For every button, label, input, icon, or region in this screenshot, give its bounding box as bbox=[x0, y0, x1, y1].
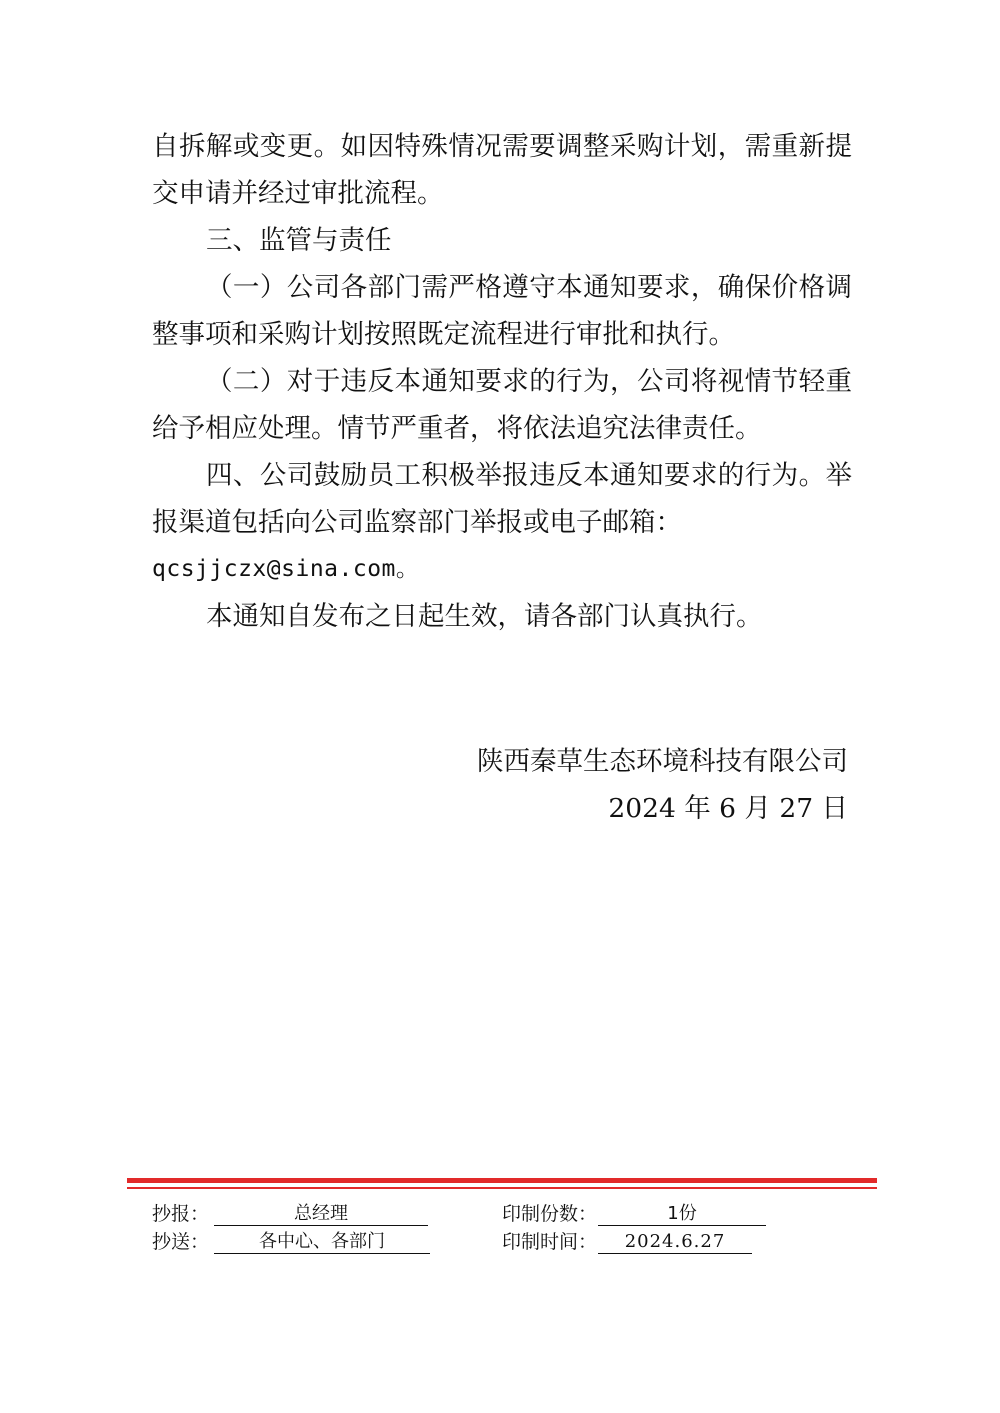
footer-rule-thin bbox=[127, 1187, 877, 1189]
footer-print-time bbox=[502, 1229, 772, 1255]
footer-cc-report bbox=[152, 1201, 442, 1227]
paragraph-line: 自拆解或变更。如因特殊情况需要调整采购计划，需重新提 bbox=[152, 131, 852, 162]
cc-report-label: 抄报： bbox=[152, 1203, 210, 1225]
cc-send-value: 各中心、各部门 bbox=[214, 1229, 430, 1254]
paragraph-line: 给予相应处理。情节严重者，将依法追究法律责任。 bbox=[152, 413, 762, 444]
copies-value: 1份 bbox=[598, 1201, 766, 1226]
paragraph-line: （一）公司各部门需严格遵守本通知要求，确保价格调 bbox=[206, 272, 852, 303]
email-address: qcsjjczx@sina.com。 bbox=[152, 556, 420, 582]
cc-send-label: 抄送： bbox=[152, 1231, 210, 1253]
footer-copies bbox=[502, 1201, 772, 1227]
footer-rule-thick bbox=[127, 1178, 877, 1183]
cc-report-value: 总经理 bbox=[214, 1201, 428, 1226]
paragraph-line: 报渠道包括向公司监察部门举报或电子邮箱： bbox=[152, 507, 682, 538]
copies-label: 印制份数： bbox=[502, 1203, 598, 1225]
company-name: 陕西秦草生态环境科技有限公司 bbox=[477, 746, 848, 777]
print-time-label: 印制时间： bbox=[502, 1231, 598, 1253]
paragraph-line: 整事项和采购计划按照既定流程进行审批和执行。 bbox=[152, 319, 735, 350]
print-time-value: 2024.6.27 bbox=[598, 1229, 752, 1254]
section-heading: 三、监管与责任 bbox=[206, 225, 392, 256]
paragraph-line: 四、公司鼓励员工积极举报违反本通知要求的行为。举 bbox=[206, 460, 852, 491]
issue-date: 2024 年 6 月 27 日 bbox=[608, 793, 848, 824]
paragraph-line: 本通知自发布之日起生效，请各部门认真执行。 bbox=[206, 601, 763, 632]
paragraph-line: （二）对于违反本通知要求的行为，公司将视情节轻重 bbox=[206, 366, 852, 397]
footer-cc-send bbox=[152, 1229, 442, 1255]
notice-body bbox=[152, 123, 852, 640]
paragraph-line: 交申请并经过审批流程。 bbox=[152, 178, 444, 209]
signature-block bbox=[477, 738, 848, 832]
